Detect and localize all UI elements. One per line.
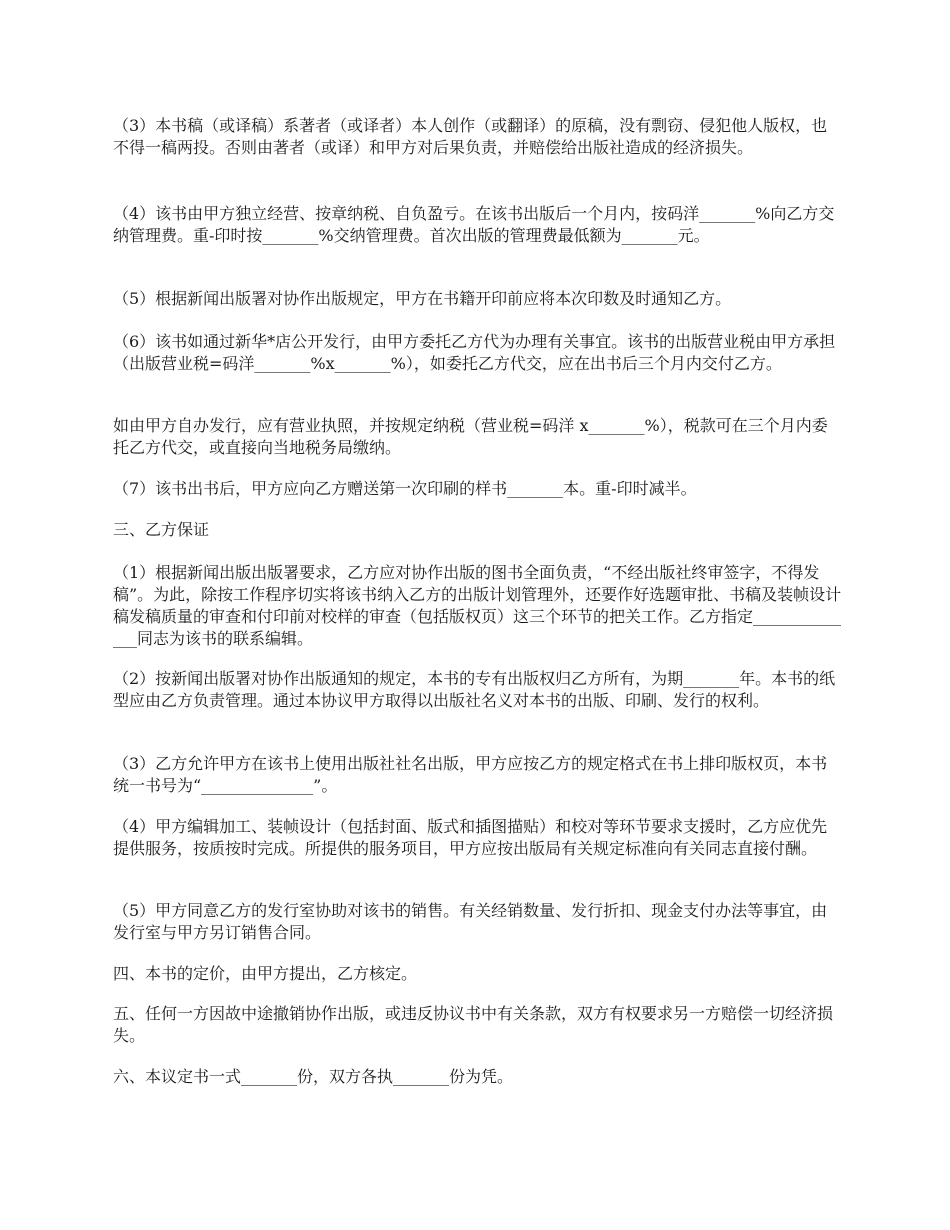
paragraph-sample-books: （7）该书出书后，甲方应向乙方赠送第一次印刷的样书_______本。重-印时减半。 xyxy=(113,479,697,498)
paragraph-termination: 五、任何一方因故中途撤销协作出版，或违反协议书中有关条款，双方有权要求另一方赔偿一切经济损失。 xyxy=(113,1004,834,1045)
paragraph-pricing: 四、本书的定价，由甲方提出，乙方核定。 xyxy=(113,964,418,983)
paragraph-author-originality: （3）本书稿（或译稿）系著者（或译者）本人创作（或翻译）的原稿，没有剽窃、侵犯他人版权，也不得一稿两投。否则由著者（或译）和甲方对后果负责，并赔偿给出版社造成的经济损失。 xyxy=(113,116,828,157)
paragraph-sales-cooperation: （5）甲方同意乙方的发行室协助对该书的销售。有关经销数量、发行折扣、现金支付办法等事宜，由发行室与甲方另订销售合同。 xyxy=(113,901,828,942)
paragraph-editorial-responsibility: （1）根据新闻出版出版署要求，乙方应对协作出版的图书全面负责，“不经出版社终审签字，不得发稿”。为此，除按工作程序切实将该书纳入乙方的出版计划管理外，还要作好选题审批、书稿及装帧设计稿发稿质量的审查和付印前对校样的审查（包括版权页）这三个环节的把关工作。乙方指定______________同志为该书的联系编辑。 xyxy=(113,563,842,648)
paragraph-isbn: （3）乙方允许甲方在该书上使用出版社社名出版，甲方应按乙方的规定格式在书上排印版权页，本书统一书号为“______________”。 xyxy=(113,754,828,795)
paragraph-print-notice: （5）根据新闻出版署对协作出版规定，甲方在书籍开印前应将本次印数及时通知乙方。 xyxy=(113,289,732,308)
paragraph-management-fee: （4）该书由甲方独立经营、按章纳税、自负盈亏。在该书出版后一个月内，按码洋_______%向乙方交纳管理费。重-印时按_______%交纳管理费。首次出版的管理费最低额为_______元。 xyxy=(113,204,835,245)
paragraph-support-services: （4）甲方编辑加工、装帧设计（包括封面、版式和插图描贴）和校对等环节要求支援时，乙方应优先提供服务，按质按时完成。所提供的服务项目，甲方应按出版局有关规定标准向有关同志直接付酬。 xyxy=(113,817,828,858)
section-heading-party-b-guarantee: 三、乙方保证 xyxy=(113,520,210,539)
paragraph-copies: 六、本议定书一式_______份，双方各执_______份为凭。 xyxy=(113,1067,514,1086)
paragraph-business-tax: （6）该书如通过新华*店公开发行，由甲方委托乙方代为办理有关事宜。该书的出版营业税由甲方承担（出版营业税=码洋_______%x_______%），如委托乙方代交，应在出书后三个月内交付乙方。 xyxy=(113,332,836,373)
paragraph-self-distribution: 如由甲方自办发行，应有营业执照，并按规定纳税（营业税=码洋 x_______%），税款可在三个月内委托乙方代交，或直接向当地税务局缴纳。 xyxy=(113,416,828,457)
paragraph-exclusive-rights: （2）按新闻出版署对协作出版通知的规定，本书的专有出版权归乙方所有，为期_______年。本书的纸型应由乙方负责管理。通过本协议甲方取得以出版社名义对本书的出版、印刷、发行的权利。 xyxy=(113,669,836,710)
